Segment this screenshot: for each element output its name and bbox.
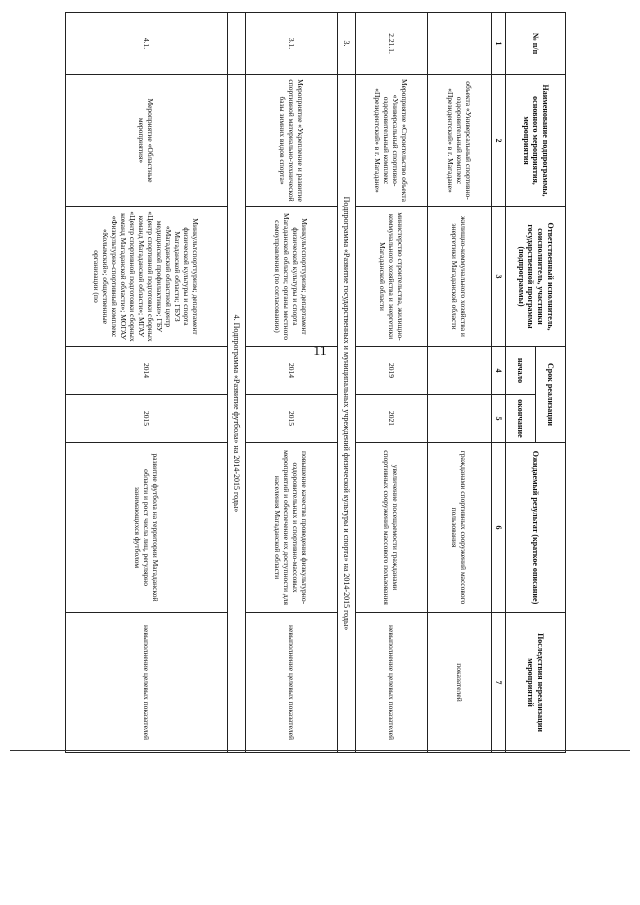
row-consequences: невыполнение целевых показателей [356, 613, 428, 753]
row-name: объекта «Универсальный спортивно-оздоровительный комплекс «Президентский» в г. Магадане» [428, 75, 492, 207]
section-title: Подпрограмма «Развитие государственных и муниципальных учреждений физической культуры и спорта» на 2014-2015 годы» [338, 75, 356, 753]
index-cell: 7 [492, 613, 506, 753]
row-consequences: невыполнение целевых показателей [66, 613, 228, 753]
row-end [428, 395, 492, 443]
row-start: 2014 [246, 347, 338, 395]
program-table [65, 12, 566, 753]
index-cell: 5 [492, 395, 506, 443]
row-name: Мероприятие «Областные мероприятия» [66, 75, 228, 207]
section-row [338, 13, 356, 753]
row-consequences: показателей [428, 613, 492, 753]
row-name: Мероприятие «Строительство объекта «Универсальный спортивно-оздоровительный комплекс «Президентский» в г. Магадане» [356, 75, 428, 207]
row-end: 2021 [356, 395, 428, 443]
row-end: 2015 [66, 395, 228, 443]
row-num: 3.1. [246, 13, 338, 75]
row-consequences: невыполнение целевых показателей [246, 613, 338, 753]
rotated-table-container [66, 12, 566, 752]
section-row [228, 13, 246, 753]
row-num: 2.21.1. [356, 13, 428, 75]
header-term: Срок реализации [536, 347, 566, 443]
row-responsible: жилищно-коммунального хозяйства и энергетики Магаданской области [428, 207, 492, 347]
row-start: 2014 [66, 347, 228, 395]
page-number: 11 [313, 344, 327, 359]
row-responsible: министерство строительства, жилищно-коммунального хозяйства и энергетики Магаданской области [356, 207, 428, 347]
index-cell: 1 [492, 13, 506, 75]
header-consequences: Последствия нереализации мероприятий [506, 613, 566, 753]
row-start [428, 347, 492, 395]
table-row [66, 13, 228, 753]
row-start: 2019 [356, 347, 428, 395]
row-result: гражданами спортивных сооружений массового пользования [428, 443, 492, 613]
index-cell: 6 [492, 443, 506, 613]
header-name: Наименование подпрограммы, основного мероприятия, мероприятия [506, 75, 566, 207]
row-result: развитие футбола на территории Магаданской области и рост числа лиц, регулярно занимающихся футболом [66, 443, 228, 613]
page-divider [10, 750, 630, 751]
header-result: Ожидаемый результат (краткое описание) [506, 443, 566, 613]
index-cell: 4 [492, 347, 506, 395]
header-num: № п/п [506, 13, 566, 75]
row-num [428, 13, 492, 75]
table-row [428, 13, 492, 753]
section-num: 3. [338, 13, 356, 75]
header-start: начало [506, 347, 536, 395]
row-responsible: Минкультспорттуризм; департамент физической культуры и спорта Магаданской области; ГБУЗ «Магаданский областной центр медицинской профилактики»; ГБУ «Центр спортивной подготовки сборных команд Магаданской области»; МГАУ «Центр спортивной подготовки сборных команд Магаданской области»; МОГАУ «Физкультурно-спортивный комплекс «Колымский»; общественные организации (по [66, 207, 228, 347]
row-result: увеличение посещаемости гражданами спортивных сооружений массового пользования [356, 443, 428, 613]
section-num [228, 13, 246, 75]
row-num: 4.1. [66, 13, 228, 75]
row-responsible: Минкультспорттуризм; департамент физической культуры и спорта Магаданской области; органы местного самоуправления (по согласованию) [246, 207, 338, 347]
row-name: Мероприятие «Укрепление и развитие спортивной материально-технической базы зимних видов спорта» [246, 75, 338, 207]
index-cell: 3 [492, 207, 506, 347]
index-cell: 2 [492, 75, 506, 207]
table-row [356, 13, 428, 753]
table-row [246, 13, 338, 753]
section-title: 4. Подпрограмма «Развитие футбола» на 2014-2015 годы» [228, 75, 246, 753]
header-responsible: Ответственный исполнитель, соисполнитель, участники государственной программы (подпрограммы) [506, 207, 566, 347]
header-end: окончание [506, 395, 536, 443]
row-end: 2015 [246, 395, 338, 443]
row-result: повышение качества проведения физкультурно-оздоровительных и спортивно-массовых мероприятий и обеспечение их доступности для населения Магаданской области [246, 443, 338, 613]
